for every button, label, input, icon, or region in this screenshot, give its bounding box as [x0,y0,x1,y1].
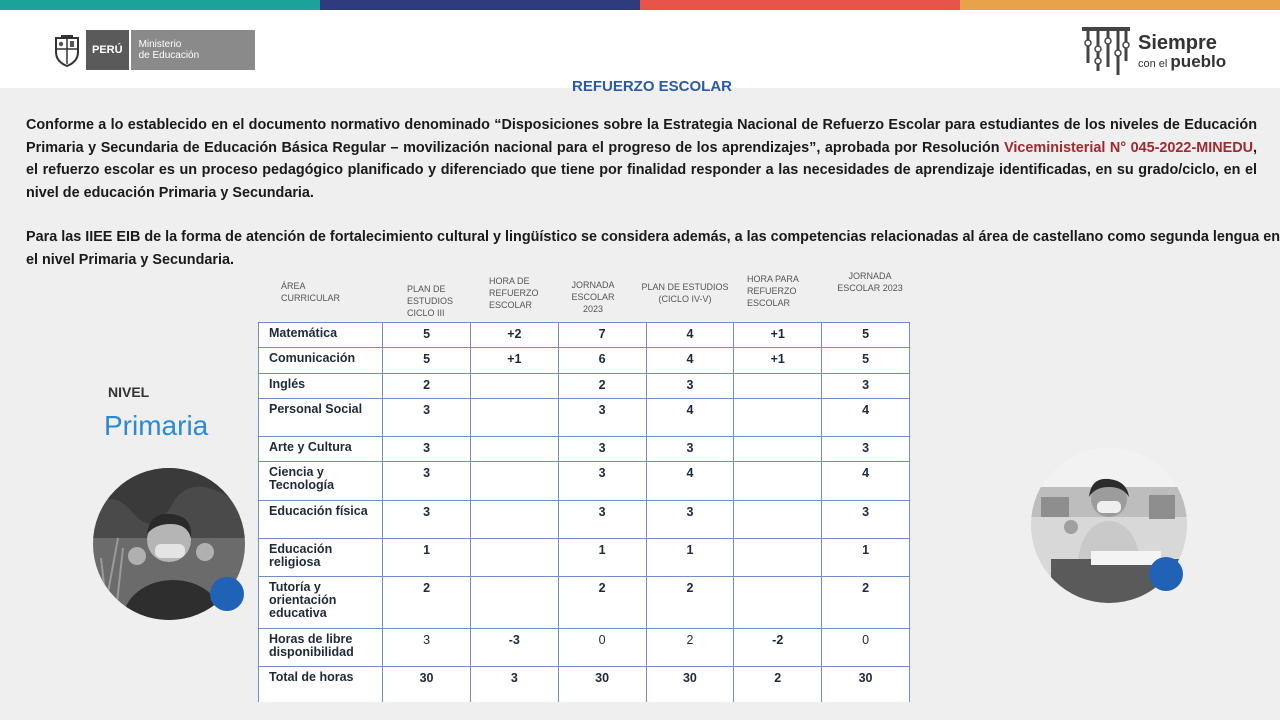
value-cell: 5 [822,323,910,348]
stripe-red [640,0,960,10]
value-cell: 5 [383,348,471,374]
blue-dot-right [1149,557,1183,591]
value-cell: 5 [822,348,910,374]
value-cell: 4 [822,399,910,437]
value-cell: 1 [646,539,734,577]
value-cell: 1 [822,539,910,577]
value-cell [734,462,822,501]
value-cell [734,374,822,399]
value-cell: 6 [558,348,646,374]
value-cell: 2 [646,577,734,629]
ministerio-label [131,30,255,70]
table-row [259,501,910,539]
value-cell: 30 [646,667,734,702]
value-cell [734,399,822,437]
value-cell: 4 [646,399,734,437]
area-cell: Matemática [259,323,383,348]
value-cell: 30 [558,667,646,702]
table-row [259,323,910,348]
value-cell: +1 [734,348,822,374]
area-cell: Arte y Cultura [259,437,383,462]
minedu-logo [50,30,255,70]
nivel-value: Primaria [104,410,209,441]
value-cell: 3 [822,374,910,399]
value-cell: +1 [734,323,822,348]
value-cell: 3 [383,629,471,667]
value-cell: 2 [734,667,822,702]
siempre-logo [1080,20,1226,82]
ministerio-line1: Ministerio [138,39,182,50]
value-cell: 3 [383,462,471,501]
siempre-emblem-icon [1080,23,1132,79]
value-cell: 1 [558,539,646,577]
nivel-label: NIVEL [108,384,150,400]
value-cell: +2 [470,323,558,348]
value-cell: 4 [646,348,734,374]
intro-part1: Conforme a lo establecido en el documento normativo denominado “Disposiciones sobre la Estrategia Nacional de Refuerzo Escolar para estudiantes de los niveles de Educación Primaria y Secundaria de Educación Básica Regular – movilización nacional para el progreso de los aprendizajes”, aprobada por Resolución [26,117,1257,156]
peru-label: PERÚ [86,30,129,70]
intro-part2: , el refuerzo escolar es un proceso pedagógico planificado y diferenciado que tiene por finalidad responder a las necesidades de aprendizaje identificadas, en su grado/ciclo, en el nivel de educación Primaria y Secundaria. [26,139,1257,201]
table-row [259,348,910,374]
area-cell: Personal Social [259,399,383,437]
value-cell: 3 [383,399,471,437]
area-cell: Horas de libre disponibilidad [259,629,383,667]
value-cell [470,399,558,437]
value-cell: 3 [383,437,471,462]
stripe-orange [960,0,1280,10]
value-cell: 2 [822,577,910,629]
value-cell: 0 [822,629,910,667]
area-cell: Educación física [259,501,383,539]
value-cell: +1 [470,348,558,374]
colhead-area: ÁREA CURRICULAR [281,281,341,303]
value-cell: 4 [646,323,734,348]
value-cell [470,539,558,577]
value-cell: 3 [822,437,910,462]
value-cell: 3 [558,399,646,437]
table-row [259,462,910,501]
table-row [259,577,910,629]
area-cell: Total de horas [259,667,383,702]
value-cell: 2 [383,374,471,399]
slogan-pueblo: pueblo [1170,51,1227,71]
value-cell [734,437,822,462]
value-cell: 30 [822,667,910,702]
value-cell: 3 [383,501,471,539]
colhead-hora-para: HORA PARA REFUERZO ESCOLAR [747,274,799,308]
value-cell: 3 [470,667,558,702]
colhead-hora-refuerzo: HORA DE REFUERZO ESCOLAR [489,276,539,310]
value-cell: 3 [646,374,734,399]
table-row [259,399,910,437]
area-cell: Tutoría y orientación educativa [259,577,383,629]
value-cell: 7 [558,323,646,348]
value-cell [470,437,558,462]
color-stripe [0,0,1280,10]
colhead-jornada-2: JORNADA ESCOLAR 2023 [837,271,903,293]
value-cell [734,501,822,539]
area-cell: Ciencia y Tecnología [259,462,383,501]
area-cell: Inglés [259,374,383,399]
colhead-plan-iv-v: PLAN DE ESTUDIOS (CICLO IV-V) [641,282,729,304]
intro-paragraph [26,114,1257,204]
value-cell: 2 [383,577,471,629]
area-cell: Educación religiosa [259,539,383,577]
table-row [259,539,910,577]
colhead-plan-iii: PLAN DE ESTUDIOS CICLO III [407,284,454,318]
curriculum-table [258,322,910,702]
stripe-navy [320,0,640,10]
coat-of-arms-icon [50,30,84,70]
value-cell: 2 [558,374,646,399]
value-cell: 3 [558,462,646,501]
table-row [259,374,910,399]
resolution-reference: Viceministerial N° 045-2022-MINEDU [1004,139,1253,156]
slogan-con-el: con el [1138,57,1168,70]
value-cell: 1 [383,539,471,577]
stripe-teal [0,0,320,10]
value-cell: 3 [558,501,646,539]
siempre-wordmark [1138,33,1226,70]
value-cell: 5 [383,323,471,348]
table-row [259,437,910,462]
value-cell: 3 [558,437,646,462]
value-cell [470,501,558,539]
value-cell: 4 [822,462,910,501]
value-cell: 3 [646,501,734,539]
value-cell: -3 [470,629,558,667]
slogan-line2 [1138,53,1226,70]
slogan-line1: Siempre [1138,31,1217,54]
header [0,10,1280,88]
area-cell: Comunicación [259,348,383,374]
colhead-jornada-1: JORNADA ESCOLAR 2023 [571,280,615,314]
table-row [259,667,910,702]
value-cell [470,374,558,399]
value-cell: 3 [822,501,910,539]
table-row [259,629,910,667]
value-cell: 3 [646,437,734,462]
value-cell: -2 [734,629,822,667]
value-cell [470,462,558,501]
value-cell [734,539,822,577]
value-cell [470,577,558,629]
ministerio-line2: de Educación [138,50,200,61]
page-title: REFUERZO ESCOLAR [571,78,732,95]
value-cell: 0 [558,629,646,667]
value-cell: 2 [558,577,646,629]
blue-dot-left [210,577,244,611]
value-cell: 2 [646,629,734,667]
value-cell [734,577,822,629]
eib-paragraph: Para las IIEE EIB de la forma de atención de fortalecimiento cultural y lingüístico se considera además, a las competencias relacionadas al área de castellano como segunda lengua en el nivel Primaria y Secundaria. [26,229,1280,268]
value-cell: 4 [646,462,734,501]
value-cell: 30 [383,667,471,702]
